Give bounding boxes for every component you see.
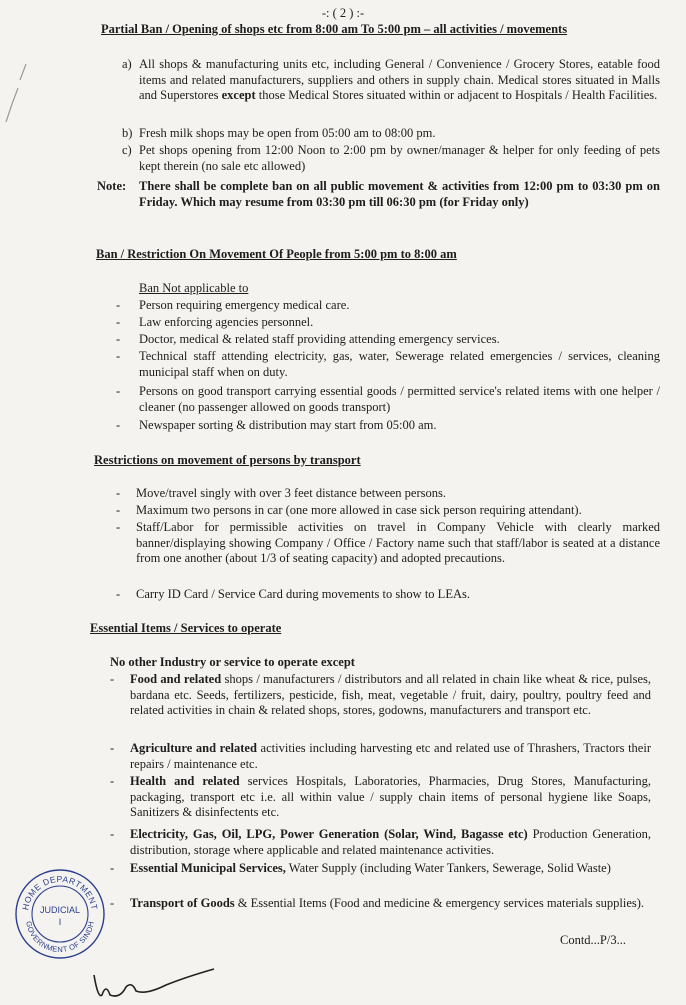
section-heading-essential: Essential Items / Services to operate — [90, 621, 282, 635]
page-number: -: ( 2 ) :- — [321, 6, 365, 20]
list-marker: b) — [122, 126, 133, 140]
department-stamp — [14, 868, 106, 960]
svg-text:JUDICIAL: JUDICIAL — [39, 905, 81, 915]
list-item: Food and related shops / manufacturers / distributors and all related in chain like wheat & rice, pulses, bardana etc. Seeds, fertilizers, pesticide, fish, meat, vegetable / fruit, dairy, poultry, poultry feed and related activities in chain & related shops, stores, godowns, manufacturers and transport etc. — [130, 672, 652, 717]
list-item: Maximum two persons in car (one more allowed in case sick person requiring attendant). — [136, 503, 582, 517]
list-item: Staff/Labor for permissible activities on travel in Company Vehicle with clearly marked banner/displaying showing Company / Office / Factory name such that staff/labor is seated at a distance from one another (about 1/3 of seating capacity) and adopted precautions. — [136, 520, 660, 565]
note-label: Note: — [97, 179, 127, 193]
list-item: Carry ID Card / Service Card during movements to show to LEAs. — [136, 587, 470, 601]
svg-text:I: I — [58, 917, 62, 927]
section-heading-partial-ban: Partial Ban / Opening of shops etc from 8:00 am To 5:00 pm – all activities / movements — [101, 22, 568, 36]
continued-note: Contd...P/3... — [560, 933, 626, 947]
scratch-mark — [0, 60, 40, 130]
list-marker: c) — [122, 143, 132, 157]
list-marker: a) — [122, 57, 132, 71]
list-item: Person requiring emergency medical care. — [139, 298, 350, 312]
list-item: Essential Municipal Services, Water Supply (including Water Tankers, Sewerage, Solid Waste) — [130, 861, 611, 875]
svg-text:HOME DEPARTMENT: HOME DEPARTMENT — [20, 873, 100, 911]
list-item: Newspaper sorting & distribution may start from 05:00 am. — [139, 418, 437, 432]
sub-heading: Ban Not applicable to — [139, 281, 249, 295]
intro-text: No other Industry or service to operate except — [110, 655, 355, 669]
list-item: Transport of Goods & Essential Items (Food and medicine & emergency services materials supplies). — [130, 896, 645, 910]
section-heading-ban-restriction: Ban / Restriction On Movement Of People from 5:00 pm to 8:00 am — [96, 247, 457, 261]
list-item: Pet shops opening from 12:00 Noon to 2:00 pm by owner/manager & helper for only feeding of pets kept therein (no sale etc allowed) — [139, 143, 660, 173]
svg-text:GOVERNMENT OF SINDH: GOVERNMENT OF SINDH — [24, 920, 96, 955]
section-heading-transport: Restrictions on movement of persons by transport — [94, 453, 361, 467]
note-text: There shall be complete ban on all public movement & activities from 12:00 pm to 03:30 pm on Friday. Which may resume from 03:30 pm till 06:30 pm (for Friday only) — [139, 179, 660, 209]
list-item: Fresh milk shops may be open from 05:00 am to 08:00 pm. — [139, 126, 436, 140]
list-item: Doctor, medical & related staff providing attending emergency services. — [139, 332, 500, 346]
list-item: Agriculture and related activities including harvesting etc and related use of Thrashers, Tractors their repairs / maintenance etc. — [130, 741, 651, 771]
list-item: Technical staff attending electricity, gas, water, Sewerage related emergencies / services, cleaning municipal staff when on duty. — [139, 349, 660, 379]
list-item: Move/travel singly with over 3 feet distance between persons. — [136, 486, 446, 500]
list-item: Health and related services Hospitals, Laboratories, Pharmacies, Drug Stores, Manufacturing, packaging, transport etc i.e. all within value / supply chain items of personal hygiene like Soaps, Sanitizers & disinfectents etc. — [130, 774, 651, 819]
list-item: Electricity, Gas, Oil, LPG, Power Generation (Solar, Wind, Bagasse etc) Production Generation, distribution, storage where applicable and related maintenance activities. — [130, 827, 651, 857]
signature — [86, 955, 216, 1003]
list-item: Law enforcing agencies personnel. — [139, 315, 314, 329]
list-item: All shops & manufacturing units etc, including General / Convenience / Grocery Stores, eatable food items and related manufacturers, suppliers and others in supply chain. Medical stores situated in Malls and Superstores except those Medical Stores situated within or adjacent to Hospitals / Health Facilities. — [139, 57, 660, 102]
list-item: Persons on good transport carrying essential goods / permitted service's related items with one helper / cleaner (no passenger allowed on goods transport) — [139, 384, 660, 414]
